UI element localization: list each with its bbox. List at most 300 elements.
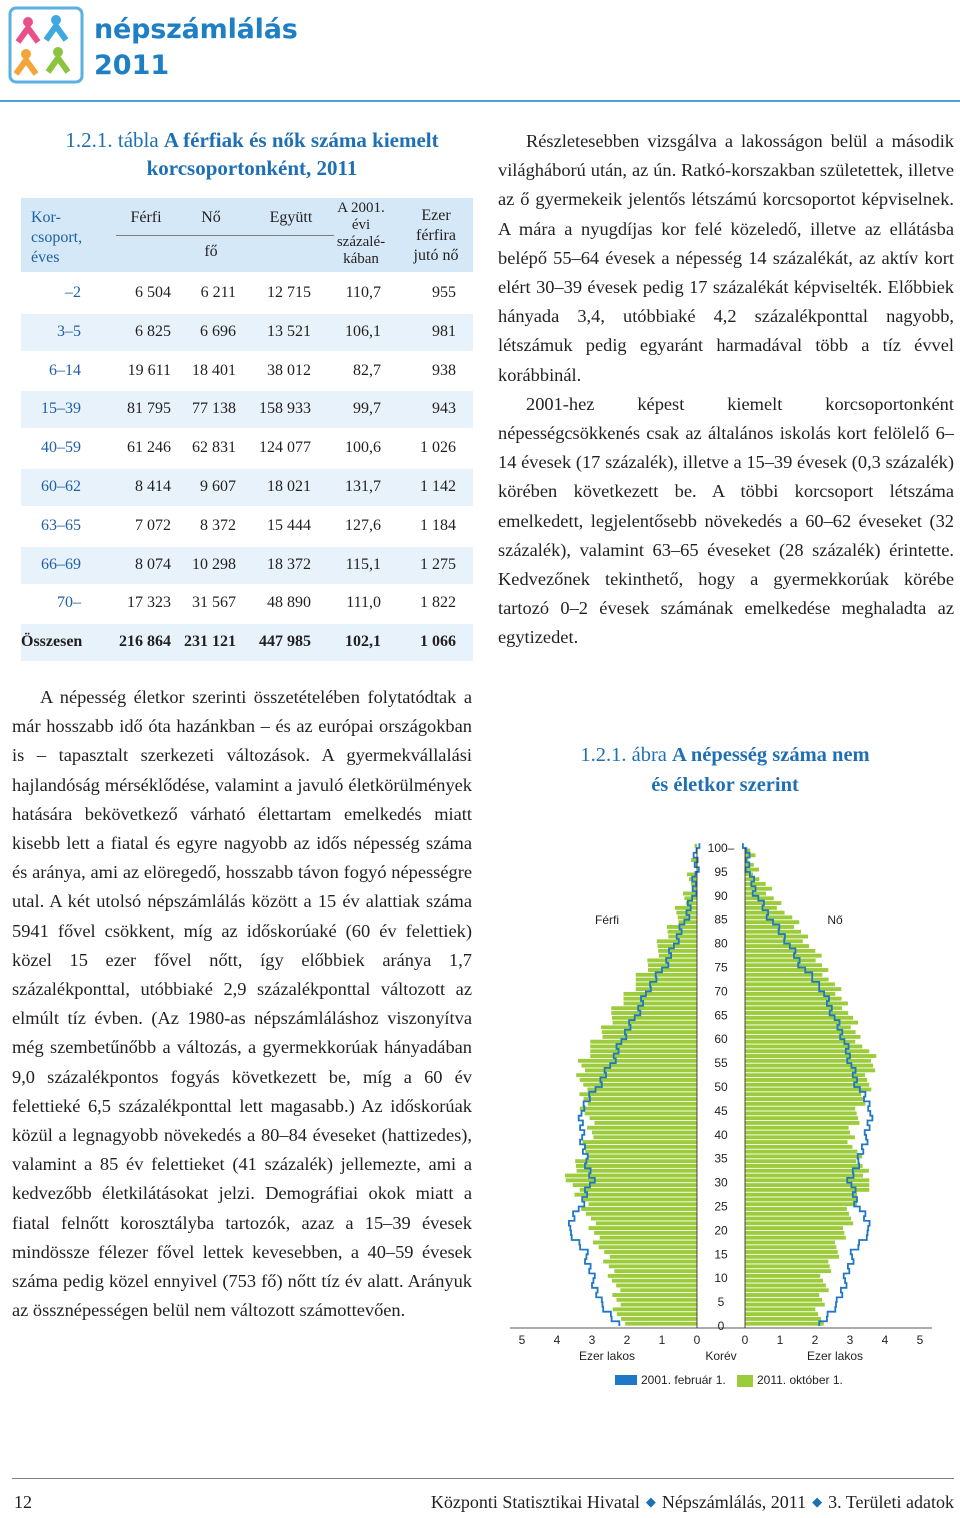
bar-female-2011: [745, 1284, 826, 1288]
cell-ratio: 1 026: [420, 439, 456, 457]
cell-total: 18 021: [267, 478, 311, 495]
bar-male-2011: [691, 858, 697, 862]
bar-female-2011: [745, 1250, 838, 1254]
brand-name: népszámlálás: [94, 14, 298, 45]
bar-female-2011: [745, 1212, 849, 1216]
header-female: Nő: [201, 209, 221, 226]
cell-ratio: 955: [432, 284, 456, 301]
bar-male-2011: [590, 1045, 697, 1049]
bar-female-2011: [745, 1088, 871, 1092]
bar-female-2011: [745, 1073, 865, 1077]
bar-male-2011: [695, 844, 697, 848]
cell-male: 17 323: [127, 594, 171, 612]
header-unit: fő: [204, 243, 218, 260]
bar-female-2011: [745, 997, 842, 1001]
bar-female-2011: [745, 1035, 861, 1039]
bar-female-2011: [745, 1049, 869, 1053]
bar-male-2011: [589, 1226, 698, 1230]
age-tick-label: 50: [714, 1080, 728, 1094]
legend-swatch-2001: [615, 1375, 637, 1385]
bar-male-2011: [581, 1207, 697, 1211]
age-tick-label: 40: [714, 1127, 728, 1142]
cell-total: 447 985: [259, 633, 311, 651]
cell-ratio: 938: [432, 361, 456, 379]
bar-male-2011: [590, 1049, 697, 1053]
bar-female-2011: [745, 906, 777, 910]
bar-female-2011: [745, 1303, 825, 1307]
bar-female-2011: [745, 1288, 829, 1292]
x-tick-label: 5: [518, 1333, 526, 1347]
x-tick-label: 0: [741, 1333, 749, 1347]
bar-female-2011: [745, 1011, 848, 1015]
cell-female: 31 567: [192, 594, 236, 612]
bar-male-2011: [582, 1197, 698, 1201]
bar-female-2011: [745, 1111, 857, 1115]
bar-male-2011: [596, 1221, 697, 1225]
bar-female-2011: [745, 982, 835, 986]
x-axis-label-left: Ezer lakos: [578, 1349, 636, 1363]
age-tick-label: 0: [717, 1319, 725, 1333]
age-tick-label: 55: [714, 1056, 728, 1071]
bar-female-2011: [745, 944, 809, 948]
bar-female-2011: [745, 1221, 853, 1225]
header-total: Együtt: [269, 209, 313, 226]
table-row: [21, 508, 473, 545]
bar-female-2011: [745, 1131, 850, 1135]
bar-female-2011: [745, 939, 803, 943]
bar-male-2011: [624, 992, 698, 996]
bar-female-2011: [745, 973, 822, 977]
bar-female-2011: [745, 1322, 824, 1326]
bar-male-2011: [617, 1298, 698, 1302]
bar-female-2011: [745, 1097, 863, 1101]
bar-female-2011: [745, 887, 772, 891]
bar-male-2011: [636, 978, 697, 982]
bar-female-2011: [745, 1164, 863, 1168]
bar-male-2011: [613, 1307, 697, 1311]
cell-female: 8 372: [200, 516, 236, 534]
age-tick-label: 95: [714, 864, 728, 879]
bar-male-2011: [580, 1107, 697, 1111]
figure-title: [520, 740, 930, 800]
x-tick-label: 4: [553, 1333, 561, 1347]
bar-male-2011: [593, 1241, 697, 1245]
bar-female-2011: [745, 892, 766, 896]
cell-male: 8 074: [135, 555, 171, 573]
bar-female-2011: [745, 954, 822, 958]
bar-male-2011: [613, 1021, 697, 1025]
bar-female-2011: [745, 1045, 862, 1049]
x-tick-label: 2: [623, 1333, 631, 1347]
bar-male-2011: [587, 1154, 697, 1158]
bar-female-2011: [745, 958, 816, 962]
cell-age: 70–: [57, 594, 81, 612]
header-age: Kor- csoport, éves: [31, 209, 83, 266]
bar-male-2011: [636, 982, 697, 986]
bar-female-2011: [745, 1107, 855, 1111]
age-tick-label: 70: [714, 984, 728, 999]
bar-male-2011: [683, 892, 697, 896]
cell-female: 77 138: [192, 400, 236, 418]
right-paragraph-2: 2001-hez képest kiemelt korcsoportonként népességcsökkenés csak az általános iskolás kort felölelő 6–14 évesek (17 százalék), illetve a 15–39 évesek (0,3 százalék) körében következett be. A többi korcsoport létszáma emelkedett, legjelentősebb növekedés a 60–62 éveseket (32 százalék), valamint 63–65 éveseket (28 százalék) érintette. Kedvezőnek tekinthető, hogy a gyermekkorúak körébe tartozó 0–2 évesek számának emelkedése meghaladta az egytizedet.: [498, 393, 954, 648]
bar-male-2011: [648, 963, 697, 967]
bar-female-2011: [745, 1064, 873, 1068]
figure-title-line2: és életkor szerint: [651, 774, 799, 796]
table-number: 1.2.1. tábla: [65, 128, 159, 152]
bar-male-2011: [590, 1040, 697, 1044]
bar-female-2011: [745, 978, 829, 982]
bar-male-2011: [585, 1111, 697, 1115]
x-tick-label: 2: [811, 1333, 819, 1347]
bar-female-2011: [745, 1040, 855, 1044]
age-tick-label: 30: [714, 1175, 728, 1190]
bar-female-2011: [745, 1269, 831, 1273]
right-paragraph-1: Részletesebben vizsgálva a lakosságon belül a második világháború után, az ún. Ratkó-korszakban születettek, illetve az ő gyermekeik jelentős létszámú korcsoportot képviselnek. A mára a nyugdíjas kor felé közeledő, illetve az ellátásba belépő 55–64 évesek a népesség 14 százalékát, az aktív kort elért 30–39 évesek pedig 17 százalékát képviselték. Előbbiek hányada 3,4, utóbbiaké 4,2 százalékponttal nagyobb, létszámuk pedig egyaránt harmadával több a tíz évvel korábbinál.: [498, 131, 954, 385]
diamond-icon: ◆: [812, 1494, 823, 1509]
bar-female-2011: [745, 1150, 857, 1154]
bar-male-2011: [579, 1092, 697, 1096]
bar-male-2011: [648, 968, 697, 972]
bar-female-2011: [745, 1140, 848, 1144]
bar-male-2011: [576, 1164, 697, 1168]
table-title-line2: korcsoportonként, 2011: [146, 156, 358, 180]
diamond-icon: ◆: [645, 1494, 656, 1509]
bar-male-2011: [583, 1140, 697, 1144]
bar-male-2011: [609, 1264, 697, 1268]
bar-female-2011: [745, 1006, 842, 1010]
age-tick-label: 60: [714, 1032, 728, 1047]
bar-female-2011: [745, 1217, 851, 1221]
bar-female-2011: [745, 925, 794, 929]
cell-male: 6 504: [135, 284, 171, 301]
age-tick-label: 100–: [707, 841, 735, 855]
cell-age: 6–14: [49, 361, 81, 379]
census-logo: [8, 6, 84, 84]
age-tick-label: 65: [714, 1008, 728, 1023]
cell-ratio: 981: [432, 322, 456, 340]
x-axis-label-right: Ezer lakos: [806, 1349, 864, 1363]
cell-age: 3–5: [57, 322, 81, 340]
bar-female-2011: [745, 1293, 819, 1297]
bar-female-2011: [745, 1231, 844, 1235]
footer-publication: Népszámlálás, 2011: [661, 1492, 807, 1512]
bar-male-2011: [580, 1188, 697, 1192]
age-tick-label: 45: [714, 1103, 728, 1118]
bar-male-2011: [621, 1303, 697, 1307]
table-row: [21, 585, 473, 622]
bar-male-2011: [612, 1279, 697, 1283]
bar-male-2011: [586, 1212, 697, 1216]
series-label-female: Nő: [827, 913, 843, 927]
header-pct: A 2001. évi százalé- kában: [336, 200, 386, 267]
bar-male-2011: [588, 1102, 697, 1106]
bar-female-2011: [745, 1135, 855, 1139]
bar-male-2011: [584, 1145, 697, 1149]
bar-male-2011: [589, 1202, 698, 1206]
bar-female-2011: [745, 1202, 857, 1206]
bar-male-2011: [573, 1183, 697, 1187]
table-row: [21, 547, 473, 584]
cell-age: 60–62: [41, 478, 81, 495]
population-pyramid-chart: [505, 838, 937, 1400]
age-tick-label: 25: [714, 1199, 728, 1214]
cell-age: 15–39: [41, 400, 81, 418]
bar-male-2011: [600, 1236, 697, 1240]
cell-pct: 82,7: [353, 361, 381, 379]
cell-ratio: 1 142: [420, 478, 456, 495]
cell-ratio: 1 822: [420, 594, 456, 612]
bar-female-2011: [745, 1241, 835, 1245]
bar-male-2011: [580, 1078, 697, 1082]
x-tick-label: 5: [916, 1333, 924, 1347]
age-tick-label: 10: [714, 1271, 728, 1286]
legend-label-2011: 2011. október 1.: [757, 1373, 843, 1387]
table-header: [21, 198, 473, 272]
bar-male-2011: [576, 1073, 697, 1077]
footer-divider: [12, 1478, 954, 1479]
bar-male-2011: [565, 1174, 697, 1178]
table-row: [21, 391, 473, 428]
cell-male: 216 864: [119, 633, 171, 651]
bar-male-2011: [585, 1068, 697, 1072]
cell-pct: 100,6: [345, 439, 381, 457]
cell-pct: 115,1: [345, 555, 381, 573]
cell-total: 158 933: [259, 400, 311, 418]
bar-female-2011: [745, 1126, 849, 1130]
bar-female-2011: [745, 930, 801, 934]
cell-age: Összesen: [21, 633, 83, 651]
cell-male: 81 795: [127, 400, 171, 418]
bar-female-2011: [745, 1059, 871, 1063]
bar-female-2011: [745, 1102, 865, 1106]
table-title: [42, 126, 462, 182]
cell-female: 10 298: [192, 555, 236, 573]
cell-male: 7 072: [135, 516, 171, 534]
bar-female-2011: [745, 1174, 863, 1178]
table-row: [21, 469, 473, 506]
bar-female-2011: [745, 949, 815, 953]
bar-male-2011: [620, 1288, 697, 1292]
age-tick-label: 20: [714, 1223, 728, 1238]
bar-male-2011: [583, 1083, 697, 1087]
cell-age: 66–69: [41, 555, 81, 573]
bar-male-2011: [590, 1116, 697, 1120]
bar-female-2011: [745, 968, 828, 972]
bar-male-2011: [610, 1255, 697, 1259]
bar-female-2011: [745, 1145, 852, 1149]
bar-male-2011: [658, 949, 697, 953]
bar-male-2011: [592, 1131, 697, 1135]
bar-male-2011: [659, 954, 697, 958]
table-row: [21, 430, 473, 467]
cell-pct: 111,0: [346, 594, 381, 612]
table-title-line1: A férfiak és nők száma kiemelt: [163, 128, 439, 152]
cell-pct: 127,6: [345, 516, 381, 534]
footer-volume: 3. Területi adatok: [828, 1492, 954, 1512]
cell-pct: 102,1: [345, 633, 381, 651]
bar-female-2011: [745, 1226, 843, 1230]
bar-male-2011: [608, 1274, 697, 1278]
bar-female-2011: [745, 1083, 869, 1087]
bar-male-2011: [678, 915, 697, 919]
page-number: 12: [14, 1492, 32, 1512]
cell-total: 15 444: [267, 516, 311, 534]
cell-ratio: 1 066: [420, 633, 456, 651]
table-row: [21, 353, 473, 390]
cell-age: 63–65: [41, 516, 81, 534]
age-tick-label: 5: [717, 1295, 725, 1310]
cell-age: –2: [65, 284, 81, 301]
bar-female-2011: [745, 1178, 869, 1182]
bar-male-2011: [657, 939, 697, 943]
bar-male-2011: [587, 1088, 697, 1092]
bar-male-2011: [624, 1002, 698, 1006]
cell-male: 8 414: [135, 478, 171, 495]
bar-male-2011: [578, 1059, 697, 1063]
cell-pct: 99,7: [353, 400, 381, 418]
cell-female: 6 211: [200, 284, 236, 301]
cell-female: 231 121: [184, 633, 236, 651]
bar-female-2011: [745, 1193, 857, 1197]
cell-ratio: 943: [432, 400, 456, 418]
header-rule: [116, 235, 334, 236]
cell-ratio: 1 275: [420, 555, 456, 573]
cell-total: 124 077: [259, 439, 311, 457]
right-body-text: [498, 127, 954, 653]
age-tick-label: 75: [714, 960, 728, 975]
bar-female-2011: [745, 1002, 848, 1006]
age-tick-label: 90: [714, 888, 728, 903]
bar-female-2011: [745, 1317, 821, 1321]
left-body-text: A népesség életkor szerinti összetételében folytatódtak a már hosszabb idő óta hazánkban – és az európai országokban is – tapasztalt szerkezeti változások. A gyermekvállalási hajlandóság mérséklődése, valamint a javuló életkörülmények hatására bekövetkező várható élettartam emelkedés miatt kisebb lett a fiatal és egyre nagyobb az idős népesség száma és aránya, ami az elöregedő, hosszabb távon fogyó népességre utal. A két utolsó népszámlálás között a 15 év alattiak száma 5941 fővel csökkent, míg az időskorúaké (60 év felettiek) közel 15 ezer fővel nőtt, így előbbiek aránya 1,7 százalékponttal, utóbbiaké 2,9 százalékponttal változott az elmúlt tíz évben. (Az 1980-as népszámláláshoz viszonyítva még szembetűnőbb a változás, a gyermekkorúak hányadában 9,0 százalékpontos fogyás következett be, míg a 60 év felettieké 6,5 százalékponttal lett magasabb.) Az időskorúak közül a legnagyobb növekedés a 80–84 éveseket (hattizedes), valamint a 85 év felettieket (41 százalék) jellemezte, ami a kedvezőbb életkilátásokat jelzi. Demográfiai okok miatt a fiatal felnőtt korosztályba tartozók, azaz a 15–39 évesek mindössze félezer fővel lettek kevesebben, a 40–59 évesek száma pedig közel ennyivel (753 fő) nőtt tíz év alatt. Arányuk az össznépességen belül nem változott számottevően.: [12, 687, 472, 1321]
bar-male-2011: [693, 887, 697, 891]
bar-female-2011: [745, 911, 785, 915]
bar-male-2011: [625, 1322, 697, 1326]
cell-female: 9 607: [200, 478, 236, 495]
bar-male-2011: [594, 1121, 697, 1125]
bar-male-2011: [566, 1178, 697, 1182]
bar-male-2011: [582, 1064, 698, 1068]
bar-male-2011: [675, 906, 697, 910]
bar-female-2011: [745, 987, 841, 991]
header-male: Férfi: [130, 209, 162, 226]
bar-female-2011: [745, 1092, 861, 1096]
x-tick-label: 1: [776, 1333, 784, 1347]
table-row: [21, 314, 473, 351]
bar-female-2011: [745, 882, 766, 886]
bar-male-2011: [611, 1006, 697, 1010]
bar-male-2011: [668, 935, 697, 939]
bar-male-2011: [614, 1269, 697, 1273]
header-ratio: Ezer férfira jutó nő: [413, 207, 459, 264]
bar-male-2011: [587, 1126, 697, 1130]
bar-male-2011: [599, 1245, 697, 1249]
x-tick-label: 1: [658, 1333, 666, 1347]
bar-male-2011: [575, 1193, 698, 1197]
x-axis-label-center: Korév: [705, 1349, 737, 1363]
bar-female-2011: [745, 1255, 839, 1259]
bar-female-2011: [745, 1279, 823, 1283]
brand-year: 2011: [94, 50, 170, 81]
table-total-row: [21, 624, 473, 661]
bar-female-2011: [745, 1078, 867, 1082]
bar-female-2011: [745, 1030, 856, 1034]
cell-pct: 110,7: [345, 284, 381, 301]
bar-female-2011: [745, 1274, 820, 1278]
bar-female-2011: [745, 1116, 858, 1120]
cell-age: 40–59: [41, 439, 81, 457]
cell-ratio: 1 184: [420, 516, 456, 534]
bar-female-2011: [745, 1298, 822, 1302]
series-label-male: Férfi: [595, 913, 619, 927]
cell-male: 19 611: [127, 361, 171, 379]
figure-number: 1.2.1. ábra: [580, 744, 667, 766]
bar-male-2011: [604, 1250, 697, 1254]
bar-male-2011: [621, 1317, 697, 1321]
cell-total: 48 890: [267, 594, 311, 612]
cell-total: 38 012: [267, 361, 311, 379]
bar-male-2011: [593, 1135, 697, 1139]
bar-female-2011: [745, 935, 808, 939]
cell-male: 61 246: [127, 439, 171, 457]
bar-male-2011: [684, 896, 697, 900]
bar-female-2011: [745, 1188, 869, 1192]
cell-pct: 131,7: [345, 478, 381, 495]
bar-female-2011: [745, 1016, 853, 1020]
legend-label-2001: 2001. február 1.: [641, 1373, 726, 1387]
bar-female-2011: [745, 1236, 846, 1240]
bar-female-2011: [745, 915, 792, 919]
footer-meta: [431, 1492, 954, 1513]
bar-female-2011: [745, 1169, 869, 1173]
bar-female-2011: [745, 896, 774, 900]
table-row: [21, 275, 473, 312]
bar-male-2011: [577, 1169, 697, 1173]
bar-male-2011: [585, 1150, 697, 1154]
bar-male-2011: [636, 987, 697, 991]
bar-male-2011: [612, 1016, 697, 1020]
bar-male-2011: [584, 1097, 697, 1101]
x-tick-label: 3: [846, 1333, 854, 1347]
bar-female-2011: [745, 963, 822, 967]
bar-female-2011: [745, 877, 759, 881]
bar-male-2011: [590, 1054, 697, 1058]
bar-male-2011: [603, 1260, 697, 1264]
x-tick-label: 4: [881, 1333, 889, 1347]
bar-female-2011: [745, 1197, 857, 1201]
bar-female-2011: [745, 1154, 862, 1158]
bar-female-2011: [745, 1021, 858, 1025]
bar-male-2011: [612, 1293, 697, 1297]
bar-male-2011: [591, 1217, 697, 1221]
bar-female-2011: [745, 1307, 815, 1311]
age-tick-label: 85: [714, 912, 728, 927]
bar-male-2011: [678, 920, 697, 924]
cell-male: 6 825: [135, 322, 171, 340]
bar-female-2011: [745, 1245, 836, 1249]
cell-female: 18 401: [192, 361, 236, 379]
bar-male-2011: [636, 973, 697, 977]
bar-male-2011: [594, 1231, 697, 1235]
bar-male-2011: [575, 1159, 697, 1163]
bar-female-2011: [745, 1264, 830, 1268]
bar-female-2011: [745, 868, 759, 872]
cell-female: 6 696: [200, 322, 236, 340]
bar-female-2011: [745, 1121, 859, 1125]
bar-female-2011: [745, 1054, 876, 1058]
x-tick-label: 3: [588, 1333, 596, 1347]
age-tick-label: 15: [714, 1247, 728, 1262]
